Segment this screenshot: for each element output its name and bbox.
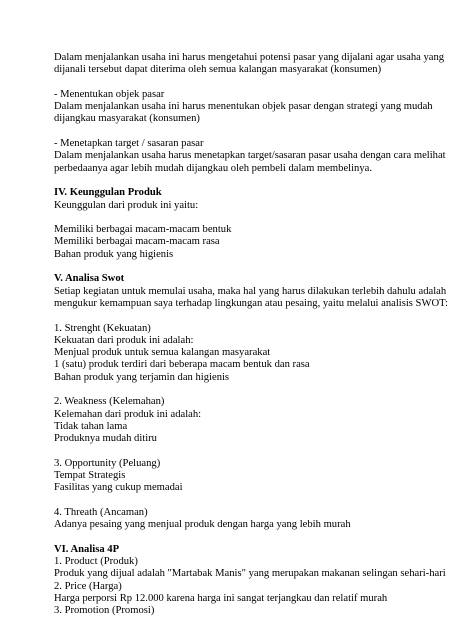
text-line: 4. Threath (Ancaman) (54, 506, 148, 518)
section-heading: IV. Keunggulan Produk (54, 187, 162, 199)
text-line: Menjual produk untuk semua kalangan masyarakat (54, 347, 271, 359)
text-line: mengukur kemampuan saya terhadap lingkungan atau pesaing, yaitu melalui analisis SWOT: (54, 297, 448, 309)
text-line: Tidak tahan lama (54, 420, 128, 432)
text-line: Dalam menjalankan usaha harus menetapkan target/sasaran pasar usaha dengan cara melihat (54, 150, 446, 162)
text-line: 1. Product (Produk) (54, 556, 138, 568)
text-line: dijangkau masyarakat (konsumen) (54, 113, 200, 125)
document-page (54, 52, 458, 618)
swot-weakness (54, 396, 458, 445)
text-line: 3. Opportunity (Peluang) (54, 457, 161, 469)
text-line: 3. Promotion (Promosi) (54, 605, 155, 617)
intro-paragraph (54, 52, 458, 77)
objek-pasar-paragraph (54, 89, 458, 126)
text-line: Setiap kegiatan untuk memulai usaha, maka hal yang harus dilakukan terlebih dahulu adalah (54, 285, 447, 297)
text-line: Kelemahan dari produk ini adalah: (54, 408, 202, 420)
text-line: Fasilitas yang cukup memadai (54, 482, 183, 494)
text-line: 2. Price (Harga) (54, 580, 122, 592)
swot-threat (54, 507, 458, 532)
section-analisa-4p (54, 544, 458, 618)
text-line: 2. Weakness (Kelemahan) (54, 396, 165, 408)
text-line: Tempat Strategis (54, 470, 126, 482)
text-line: perbedaanya agar lebih mudah dijangkau oleh pembeli dalam membelinya. (54, 162, 372, 174)
section-keunggulan-produk (54, 187, 458, 261)
text-line: 1 (satu) produk terdiri dari beberapa macam bentuk dan rasa (54, 359, 310, 371)
text-line: Keunggulan dari produk ini yaitu: (54, 199, 199, 211)
text-line: Adanya pesaing yang menjual produk dengan harga yang lebih murah (54, 519, 351, 531)
text-line: Kekuatan dari produk ini adalah: (54, 334, 194, 346)
section-analisa-swot (54, 273, 458, 531)
list-item: Memiliki berbagai macam-macam rasa (54, 236, 220, 248)
text-line: Dalam menjalankan usaha ini harus menentukan objek pasar dengan strategi yang mudah (54, 101, 433, 113)
swot-opportunity (54, 458, 458, 495)
swot-strength (54, 323, 458, 384)
text-line: 1. Strenght (Kekuatan) (54, 322, 151, 334)
text-line: Produknya mudah ditiru (54, 433, 157, 445)
text-line: dijanali tersebut dapat diterima oleh semua kalangan masyarakat (konsumen) (54, 64, 382, 76)
section-heading: VI. Analisa 4P (54, 543, 120, 555)
target-pasar-paragraph (54, 138, 458, 175)
text-line: - Menetapkan target / sasaran pasar (54, 138, 204, 150)
text-line: Dalam menjalankan usaha ini harus mengetahui potensi pasar yang dijalani agar usaha yang (54, 52, 445, 63)
list-item: Bahan produk yang higienis (54, 248, 174, 260)
text-line: - Menentukan objek pasar (54, 88, 165, 100)
list-item: Memiliki berbagai macam-macam bentuk (54, 224, 232, 236)
text-line: Bahan produk yang terjamin dan higienis (54, 371, 230, 383)
text-line: Harga perporsi Rp 12.000 karena harga ini sangat terjangkau dan relatif murah (54, 593, 388, 605)
section-heading: V. Analisa Swot (54, 273, 125, 285)
text-line: Produk yang dijual adalah "Martabak Manis" yang merupakan makanan selingan sehari-hari (54, 568, 446, 580)
